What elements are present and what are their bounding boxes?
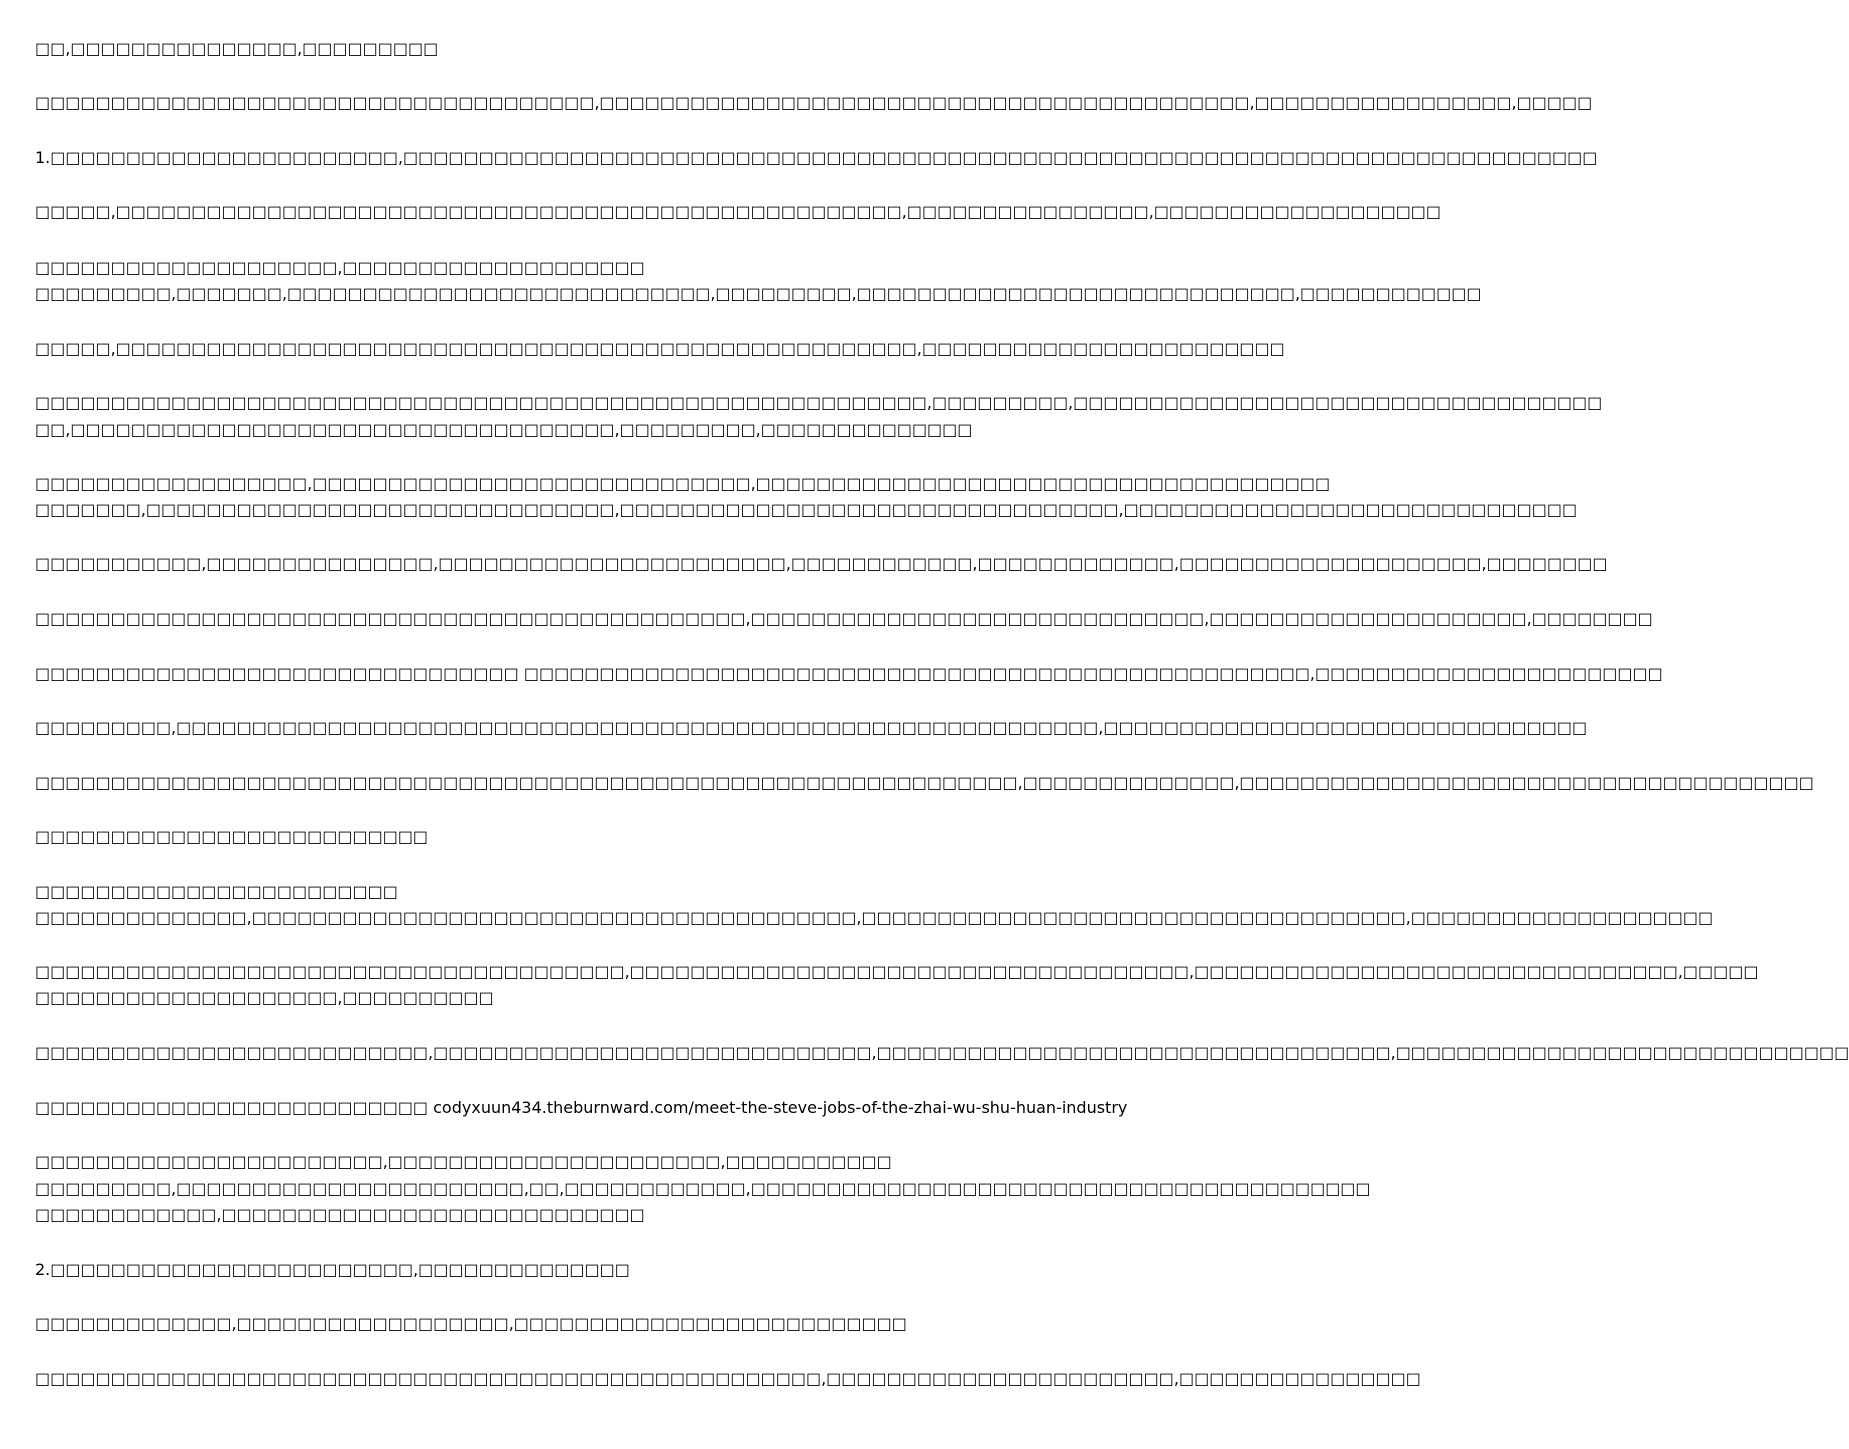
text-line: □□□□□□□□□□□□□□□□□□□□□□□□□□□□□□□□ □□□□□□□□□□□□□□□□□□□□□□□□□□□□□□□□□□□□□□□□□□□□□□□□□□□□,□□□□□□□□□□□□□□□□□□□□□□□: [35, 664, 1663, 683]
text-line: □□□□□,□□□□□□□□□□□□□□□□□□□□□□□□□□□□□□□□□□□□□□□□□□□□□□□□□□□□□,□□□□□□□□□□□□□□□□□□□□□□□□: [35, 339, 1285, 358]
text-line: □□□□□□□□□□□□□□□□□□□□□□□□□□□□□□□□□□□□□□□□□□□□□□□,□□□□□□□□□□□□□□□□□□□□□□□□□□□□□□,□□□□□□□□□□□□□□□□□□□□□,□□□□□□□□: [35, 609, 1653, 628]
text-line: □□,□□□□□□□□□□□□□□□,□□□□□□□□□: [35, 39, 439, 58]
text-line: □□□□□□□□□□□□□□□□□□□□□□□□□□□□□□□□□□□□□□□□□□□□□□□□□□□□□□□□□□□□□□□□□,□□□□□□□□□□□□□□,□□□□□□□□□□□□□□□□□□□□□□□□□□□□□□□□□□□□□□: [35, 773, 1814, 792]
text-line: □□□□□□□□□□□□□□□□□□□□□□□□□□□□□□□□□□□□□□□,□□□□□□□□□□□□□□□□□□□□□□□□□□□□□□□□□□□□□,□□□□□□□□□□□□□□□□□□□□□□□□□□□□□□□□,□□□□□: [35, 962, 1759, 981]
text-line: 1.□□□□□□□□□□□□□□□□□□□□□□□,□□□□□□□□□□□□□□□□□□□□□□□□□□□□□□□□□□□□□□□□□□□□□□□□□□□□□□□□□□□□□□□□□□□□□□□□□□□□□□□: [35, 148, 1598, 167]
text-line: □□,□□□□□□□□□□□□□□□□□□□□□□□□□□□□□□□□□□□□,□□□□□□□□□,□□□□□□□□□□□□□□: [35, 420, 973, 439]
text-line: □□□□□□□□□,□□□□□□□,□□□□□□□□□□□□□□□□□□□□□□□□□□□□,□□□□□□□□□,□□□□□□□□□□□□□□□□□□□□□□□□□□□□□,□□□□□□□□□□□□: [35, 284, 1482, 303]
text-line: □□□□□□□□□□□□□□□□□□□□□□□□□□□□□□□□□□□□□,□□□□□□□□□□□□□□□□□□□□□□□□□□□□□□□□□□□□□□□□□□□,□□□□□□□□□□□□□□□□□,□□□□□: [35, 93, 1593, 112]
text-line: □□□□□□□,□□□□□□□□□□□□□□□□□□□□□□□□□□□□□□□,□□□□□□□□□□□□□□□□□□□□□□□□□□□□□□□□□,□□□□□□□□□□□□□□□□□□□□□□□□□□□□□□: [35, 500, 1578, 519]
text-line: □□□□□□□□□□□□□,□□□□□□□□□□□□□□□□□□,□□□□□□□□□□□□□□□□□□□□□□□□□□: [35, 1314, 907, 1333]
document-page: [35, 0, 1849, 1449]
text-line: □□□□□□□□□□□□□□□□□□□□□□□□□□ codyxuun434.theburnward.com/meet-the-steve-jobs-of-the-zhai-wu-shu-huan-industry: [35, 1098, 1128, 1117]
text-line: □□□□□□□□□□□□□□□□□□□□,□□□□□□□□□□□□□□□□□□□□: [35, 258, 645, 277]
text-line: 2.□□□□□□□□□□□□□□□□□□□□□□□□,□□□□□□□□□□□□□□: [35, 1260, 630, 1279]
text-line: □□□□□□□□□,□□□□□□□□□□□□□□□□□□□□□□□,□□,□□□□□□□□□□□□,□□□□□□□□□□□□□□□□□□□□□□□□□□□□□□□□□□□□□□□□□: [35, 1179, 1371, 1198]
text-line: □□□□□□□□□□□□□□□□□□□□□□□□□□□□□□□□□□□□□□□□□□□□□□□□□□□□□□□□□□□,□□□□□□□□□,□□□□□□□□□□□□□□□□□□□□□□□□□□□□□□□□□□□: [35, 393, 1603, 412]
text-line: □□□□□,□□□□□□□□□□□□□□□□□□□□□□□□□□□□□□□□□□□□□□□□□□□□□□□□□□□□,□□□□□□□□□□□□□□□□,□□□□□□□□□□□□□□□□□□□: [35, 202, 1442, 221]
text-line: □□□□□□□□□□□□□□□□□□□□,□□□□□□□□□□: [35, 988, 494, 1007]
text-line: □□□□□□□□□□□□□□□□□□□□□□□□□□: [35, 827, 429, 846]
text-line: □□□□□□□□□□□□□□□□□□,□□□□□□□□□□□□□□□□□□□□□□□□□□□□□,□□□□□□□□□□□□□□□□□□□□□□□□□□□□□□□□□□□□□□: [35, 474, 1331, 493]
text-line: □□□□□□□□□□□□□□□□□□□□□□□□□□,□□□□□□□□□□□□□□□□□□□□□□□□□□□□□,□□□□□□□□□□□□□□□□□□□□□□□□□□□□□□□□□□,□□□□□□□□□□□□□□□□□□□□□□□□□□□□□□: [35, 1043, 1849, 1062]
text-line: □□□□□□□□□□□□□□□□□□□□□□□□□□□□□□□□□□□□□□□□□□□□□□□□□□□□,□□□□□□□□□□□□□□□□□□□□□□□,□□□□□□□□□□□□□□□□: [35, 1369, 1421, 1388]
text-line: □□□□□□□□□□□□,□□□□□□□□□□□□□□□□□□□□□□□□□□□□: [35, 1205, 645, 1224]
text-line: □□□□□□□□□□□□□□□□□□□□□□□□: [35, 882, 398, 901]
text-line: □□□□□□□□□,□□□□□□□□□□□□□□□□□□□□□□□□□□□□□□□□□□□□□□□□□□□□□□□□□□□□□□□□□□□□□,□□□□□□□□□□□□□□□□□□□□□□□□□□□□□□□□: [35, 718, 1588, 737]
text-line: □□□□□□□□□□□□□□□□□□□□□□□,□□□□□□□□□□□□□□□□□□□□□□,□□□□□□□□□□□: [35, 1152, 892, 1171]
text-line: □□□□□□□□□□□□□□,□□□□□□□□□□□□□□□□□□□□□□□□□□□□□□□□□□□□□□□□,□□□□□□□□□□□□□□□□□□□□□□□□□□□□□□□□□□□□,□□□□□□□□□□□□□□□□□□□□: [35, 908, 1714, 927]
text-line: □□□□□□□□□□□,□□□□□□□□□□□□□□□,□□□□□□□□□□□□□□□□□□□□□□□,□□□□□□□□□□□□,□□□□□□□□□□□□□,□□□□□□□□□□□□□□□□□□□□,□□□□□□□□: [35, 554, 1608, 573]
